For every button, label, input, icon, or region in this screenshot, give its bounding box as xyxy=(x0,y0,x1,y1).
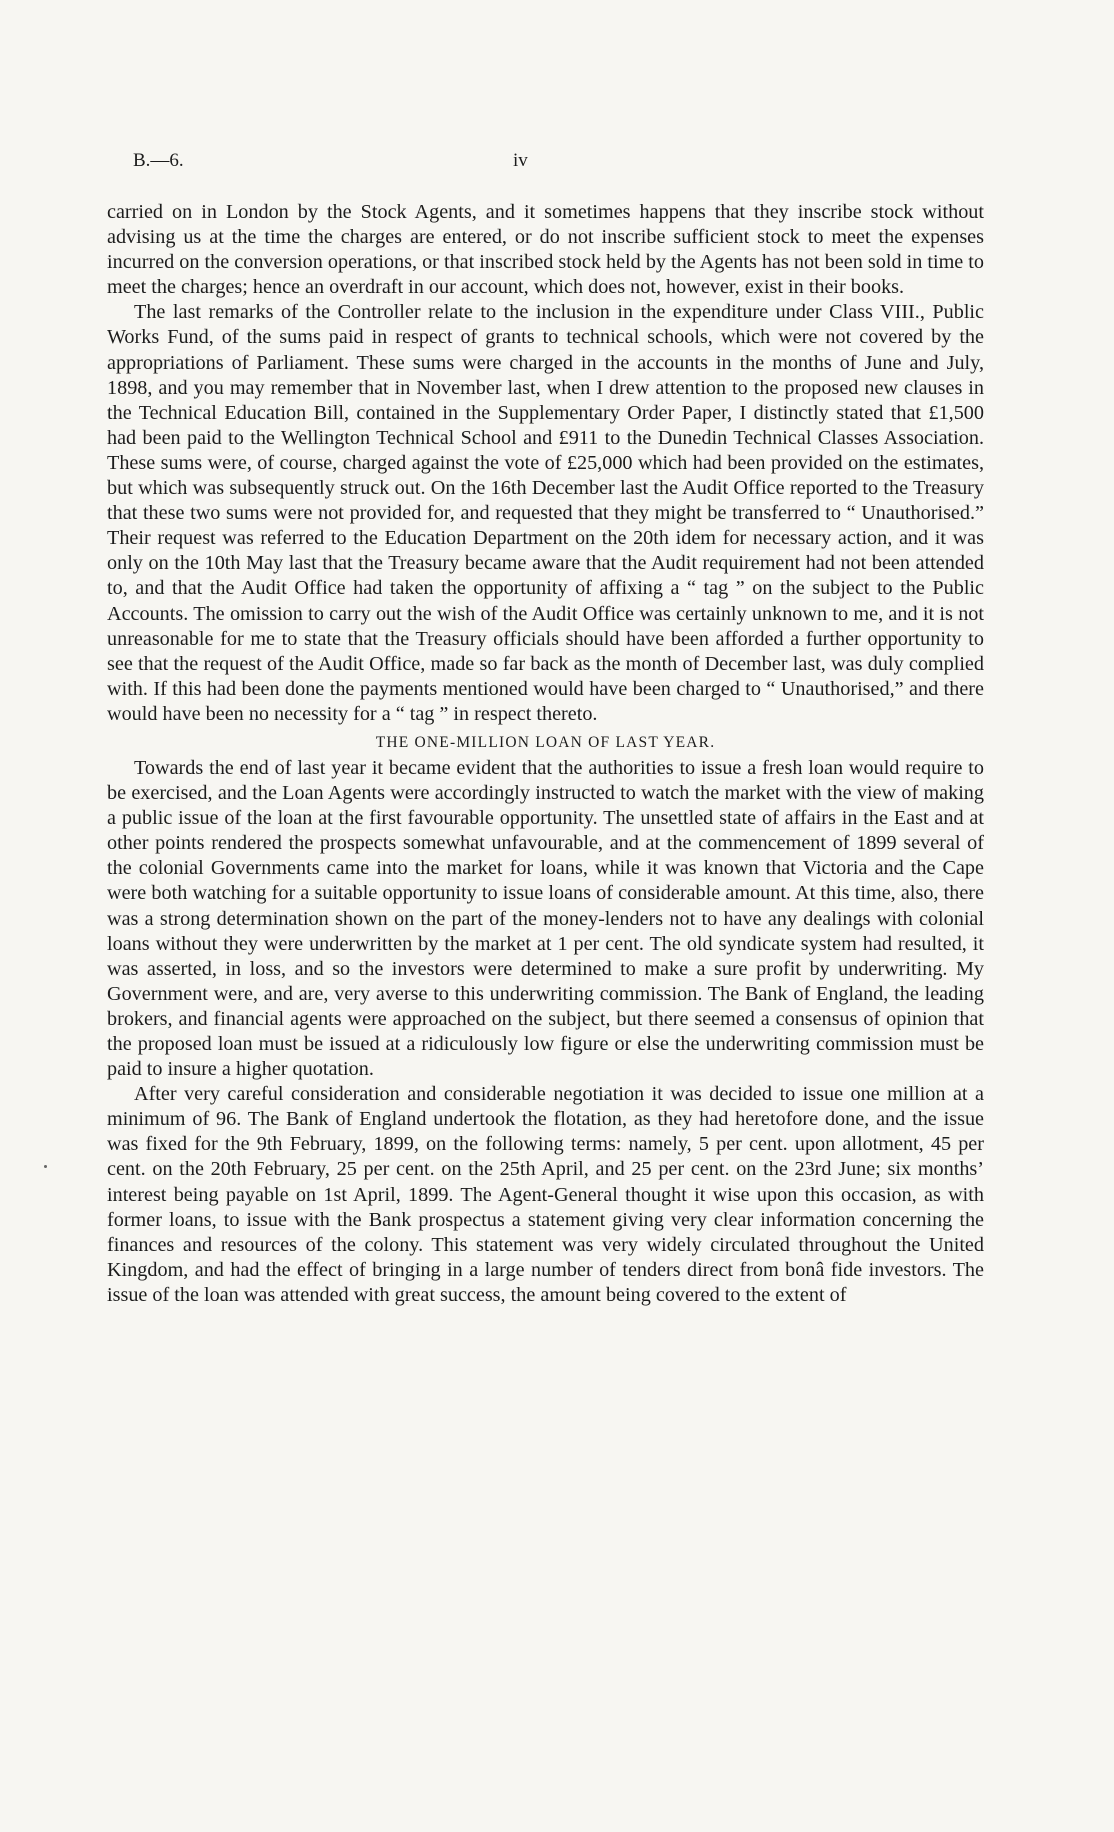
paragraph-loan-issue: After very careful consideration and considerable negotiation it was decided to issue one million at a minimum of 96. The Bank of England undertook the flotation, as they had heretofore done, and the issue was fixed for the 9th February, 1899, on the following terms: namely, 5 per cent. upon allotment, 45 per cent. on the 20th February, 25 per cent. on the 25th April, and 25 per cent. on the 23rd June; six months’ interest being payable on 1st April, 1899. The Agent-General thought it wise upon this occasion, as with former loans, to issue with the Bank prospectus a statement giving very clear information concerning the finances and resources of the colony. This statement was very widely circulated throughout the United Kingdom, and had the effect of bringing in a large number of tenders direct from bonâ fide investors. The issue of the loan was attended with great success, the amount being covered to the extent of xyxy=(107,1083,984,1306)
paragraph-continuation: carried on in London by the Stock Agents, and it sometimes happens that they inscribe stock without advising us at the time the charges are entered, or do not inscribe sufficient stock to meet the expenses incurred on the conversion operations, or that inscribed stock held by the Agents has not been sold in time to meet the charges; hence an overdraft in our account, which does not, however, exist in their books. xyxy=(107,201,984,299)
body-text xyxy=(107,200,984,1308)
paragraph-controller-remarks: The last remarks of the Controller relate to the inclusion in the expenditure under Class VIII., Public Works Fund, of the sums paid in respect of grants to technical schools, which were not covered by the appropriations of Parliament. These sums were charged in the accounts in the months of June and July, 1898, and you may remember that in November last, when I drew attention to the proposed new clauses in the Technical Education Bill, contained in the Supplementary Order Paper, I distinctly stated that £1,500 had been paid to the Wellington Technical School and £911 to the Dunedin Technical Classes Association. These sums were, of course, charged against the vote of £25,000 which had been provided on the estimates, but which was subsequently struck out. On the 16th December last the Audit Office reported to the Treasury that these two sums were not provided for, and requested that they might be transferred to “ Unauthorised.” Their request was referred to the Education Department on the 20th idem for necessary action, and it was only on the 10th May last that the Treasury became aware that the Audit requirement had not been attended to, and that the Audit Office had taken the opportunity of affixing a “ tag ” on the subject to the Public Accounts. The omission to carry out the wish of the Audit Office was certainly unknown to me, and it is not unreasonable for me to state that the Treasury officials should have been afforded a further opportunity to see that the request of the Audit Office, made so far back as the month of December last, was duly complied with. If this had been done the payments mentioned would have been charged to “ Unauthorised,” and there would have been no necessity for a “ tag ” in respect thereto. xyxy=(107,301,984,725)
document-reference: B.—6. xyxy=(133,150,184,171)
scan-speck xyxy=(44,1165,47,1168)
section-heading: THE ONE-MILLION LOAN OF LAST YEAR. xyxy=(375,733,716,751)
paragraph-loan-background: Towards the end of last year it became evident that the authorities to issue a fresh loan would require to be exercised, and the Loan Agents were accordingly instructed to watch the market with the view of making a public issue of the loan at the first favourable opportunity. The unsettled state of affairs in the East and at other points rendered the prospects somewhat unfavourable, and at the commencement of 1899 several of the colonial Governments came into the market for loans, while it was known that Victoria and the Cape were both watching for a suitable opportunity to issue loans of considerable amount. At this time, also, there was a strong determination shown on the part of the money-lenders not to have any dealings with colonial loans without they were underwritten by the market at 1 per cent. The old syndicate system had resulted, it was asserted, in loss, and so the investors were determined to make a sure profit by underwriting. My Government were, and are, very averse to this underwriting commission. The Bank of England, the leading brokers, and financial agents were approached on the subject, but there seemed a consensus of opinion that the proposed loan must be issued at a ridiculously low figure or else the underwriting commission must be paid to insure a higher quotation. xyxy=(107,756,984,1081)
page-number: iv xyxy=(513,150,528,171)
page-header xyxy=(133,150,981,176)
